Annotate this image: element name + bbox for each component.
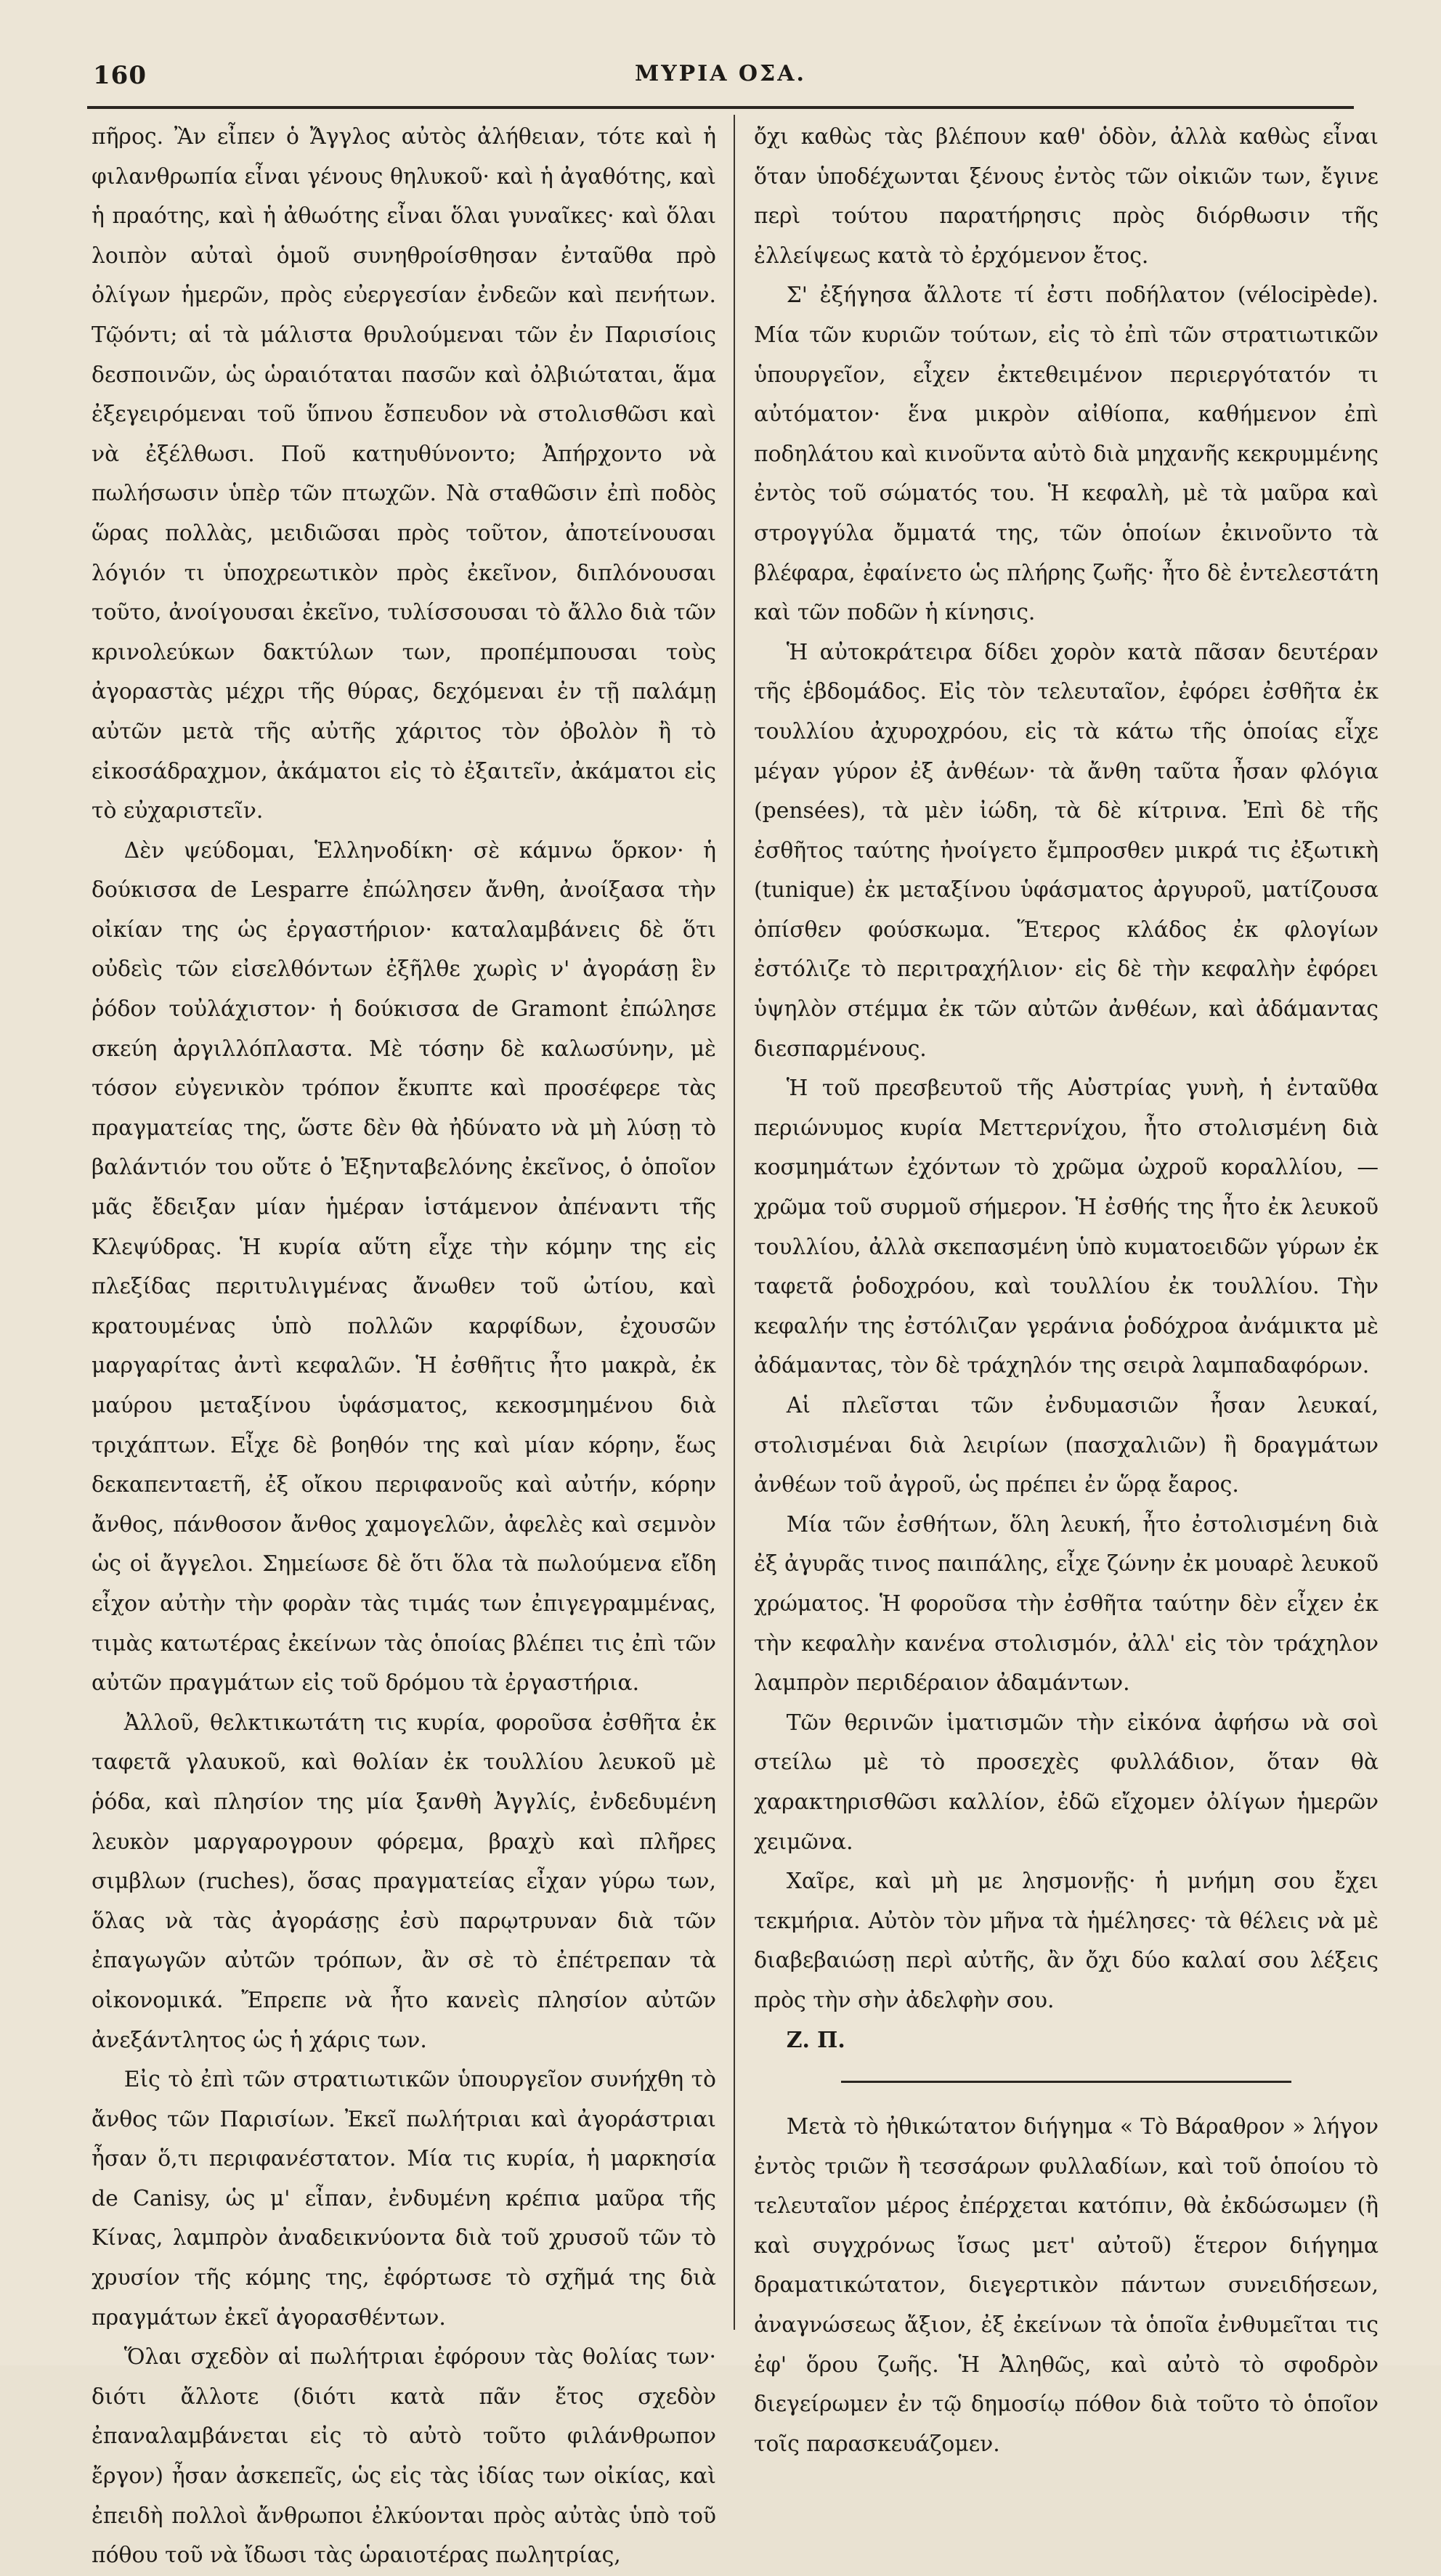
right-paragraph-6: Μία τῶν ἐσθήτων, ὅλη λευκή, ἦτο ἐστολισμένη διὰ ἐξ ἀγυρᾶς τινος παιπάλης, εἶχε ζώνην ἐκ μουαρὲ λευκοῦ χρώματος. Ἡ φοροῦσα τὴν ἐσθῆτα ταύτην δὲν εἶχεν ἐκ τὴν κεφαλὴν κανένα στολισμόν, ἀλλ' εἰς τὸν τράχηλον λαμπρὸν περιδέραιον ἀδαμάντων. [754, 1511, 1379, 1697]
right-paragraph-5: Αἱ πλεῖσται τῶν ἐνδυμασιῶν ἦσαν λευκαί, στολισμέναι διὰ λειρίων (πασχαλιῶν) ἢ δραγμάτων ἀνθέων τοῦ ἀγροῦ, ὡς πρέπει ἐν ὥρᾳ ἔαρος. [754, 1393, 1379, 1498]
column-divider [734, 115, 735, 2330]
right-paragraph-4: Ἡ τοῦ πρεσβευτοῦ τῆς Αὐστρίας γυνὴ, ἡ ἐνταῦθα περιώνυμος κυρία Μεττερνίχου, ἦτο στολισμένη διὰ κοσμημάτων ἐχόντων τὸ χρῶμα ὠχροῦ κοραλλίου, — χρῶμα τοῦ συρμοῦ σήμερον. Ἡ ἐσθής της ἦτο ἐκ λευκοῦ τουλλίου, ἀλλὰ σκεπασμένη ὑπὸ κυματοειδῶν γύρων ἐκ ταφετᾶ ῥοδοχρόου, καὶ τουλλίου ἐκ τουλλίου. Τὴν κεφαλήν της ἐστόλιζαν γεράνια ῥοδόχροα ἀνάμικτα μὲ ἀδάμαντας, τὸν δὲ τράχηλόν της σειρὰ λαμπαδαφόρων. [754, 1076, 1379, 1379]
signature: Ζ. Π. [786, 2027, 845, 2053]
right-column [754, 118, 1379, 2457]
running-title: ΜΥΡΙΑ ΟΣΑ. [634, 61, 806, 86]
right-paragraph-2: Σ' ἐξήγησα ἄλλοτε τί ἐστι ποδήλατον (vélocipède). Μία τῶν κυριῶν τούτων, εἰς τὸ ἐπὶ τῶν στρατιωτικῶν ὑπουργεῖον, εἶχεν ἐκτεθειμένον περιεργότατόν τι αὐτόματον· ἕνα μικρὸν αἰθίοπα, καθήμενον ἐπὶ ποδηλάτου καὶ κινοῦντα αὐτὸ διὰ μηχανῆς κεκρυμμένης ἐντὸς τοῦ σώματός του. Ἡ κεφαλὴ, μὲ τὰ μαῦρα καὶ στρογγύλα ὄμματά της, τῶν ὁποίων ἐκινοῦντο τὰ βλέφαρα, ἐφαίνετο ὡς πλήρης ζωῆς· ἦτο δὲ ἐντελεστάτη καὶ τῶν ποδῶν ἡ κίνησις. [754, 283, 1379, 626]
right-paragraph-7: Τῶν θερινῶν ἱματισμῶν τὴν εἰκόνα ἀφήσω νὰ σοὶ στείλω μὲ τὸ προσεχὲς φυλλάδιον, ὅταν θὰ χαρακτηρισθῶσι καλλίον, ἐδῶ εἴχομεν ὀλίγων ἡμερῶν χειμῶνα. [754, 1710, 1379, 1855]
left-column [92, 118, 716, 2569]
page-number: 160 [93, 61, 147, 90]
left-paragraph-1: πῆρος. Ἂν εἶπεν ὁ Ἄγγλος αὐτὸς ἀλήθειαν, τότε καὶ ἡ φιλανθρωπία εἶναι γένους θηλυκοῦ· καὶ ἡ ἀγαθότης, καὶ ἡ πραότης, καὶ ἡ ἀθωότης εἶναι ὅλαι γυναῖκες· καὶ ὅλαι λοιπὸν αὐταὶ ὁμοῦ συνηθροίσθησαν ἐνταῦθα πρὸ ὀλίγων ἡμερῶν, πρὸς εὐεργεσίαν ἐνδεῶν καὶ πενήτων. Τῷόντι; αἱ τὰ μάλιστα θρυλούμεναι τῶν ἐν Παρισίοις δεσποινῶν, ὡς ὡραιόταται πασῶν καὶ ὀλβιώταται, ἅμα ἐξεγειρόμεναι τοῦ ὕπνου ἔσπευδον νὰ στολισθῶσι καὶ νὰ ἐξέλθωσι. Ποῦ κατηυθύνοντο; Ἀπήρχοντο νὰ πωλήσωσιν ὑπὲρ τῶν πτωχῶν. Νὰ σταθῶσιν ἐπὶ ποδὸς ὥρας πολλὰς, μειδιῶσαι πρὸς τοῦτον, ἀποτείνουσαι λόγιόν τι ὑποχρεωτικὸν πρὸς ἐκεῖνον, διπλόνουσαι τοῦτο, ἀνοίγουσαι ἐκεῖνο, τυλίσσουσαι τὸ ἄλλο διὰ τῶν κρινολεύκων δακτύλων των, προπέμπουσαι τοὺς ἀγοραστὰς μέχρι τῆς θύρας, δεχόμεναι ἐν τῇ παλάμῃ αὐτῶν μετὰ τῆς αὐτῆς χάριτος τὸν ὀβολὸν ἢ τὸ εἰκοσάδραχμον, ἀκάματοι εἰς τὸ ἐξαιτεῖν, ἀκάματοι εἰς τὸ εὐχαριστεῖν. [92, 124, 716, 824]
right-paragraph-3: Ἡ αὐτοκράτειρα δίδει χορὸν κατὰ πᾶσαν δευτέραν τῆς ἑβδομάδος. Εἰς τὸν τελευταῖον, ἐφόρει ἐσθῆτα ἐκ τουλλίου ἀχυροχρόου, εἰς τὰ κάτω τῆς ὁποίας εἶχε μέγαν γύρον ἐξ ἀνθέων· τὰ ἄνθη ταῦτα ἦσαν φλόγια (pensées), τὰ μὲν ἰώδη, τὰ δὲ κίτρινα. Ἐπὶ δὲ τῆς ἐσθῆτος ταύτης ἠνοίγετο ἔμπροσθεν μικρά τις ἐξωτικὴ (tunique) ἐκ μεταξίνου ὑφάσματος ἀργυροῦ, ματίζουσα ὀπίσθεν φούσκωμα. Ἕτερος κλάδος ἐκ φλογίων ἐστόλιζε τὸ περιτραχήλιον· εἰς δὲ τὴν κεφαλὴν ἐφόρει ὑψηλὸν στέμμα ἐκ τῶν αὐτῶν ἀνθέων, καὶ ἀδάμαντας διεσπαρμένους. [754, 639, 1379, 1062]
left-paragraph-5: Ὅλαι σχεδὸν αἱ πωλήτριαι ἐφόρουν τὰς θολίας των· διότι ἄλλοτε (διότι κατὰ πᾶν ἔτος σχεδὸν ἐπαναλαμβάνεται εἰς τὸ αὐτὸ τοῦτο φιλάνθρωπον ἔργον) ἦσαν ἀσκεπεῖς, ὡς εἰς τὰς ἰδίας των οἰκίας, καὶ ἐπειδὴ πολλοὶ ἄνθρωποι ἐλκύονται πρὸς αὐτὰς ὑπὸ τοῦ πόθου τοῦ νὰ ἴδωσι τὰς ὡραιοτέρας πωλητρίας, [92, 2344, 716, 2569]
right-paragraph-1: ὄχι καθὼς τὰς βλέπουν καθ' ὁδὸν, ἀλλὰ καθὼς εἶναι ὅταν ὑποδέχωνται ξένους ἐντὸς τῶν οἰκιῶν των, ἔγινε περὶ τούτου παρατήρησις πρὸς διόρθωσιν τῆς ἐλλείψεως κατὰ τὸ ἐρχόμενον ἔτος. [754, 124, 1379, 269]
afterword [754, 2108, 1379, 2464]
left-paragraph-2: Δὲν ψεύδομαι, Ἑλληνοδίκη· σὲ κάμνω ὅρκον· ἡ δούκισσα de Lesparre ἐπώλησεν ἄνθη, ἀνοίξασα τὴν οἰκίαν της ὡς ἐργαστήριον· καταλαμβάνεις δὲ ὅτι οὐδεὶς τῶν εἰσελθόντων ἐξῆλθε χωρὶς ν' ἀγοράσῃ ἓν ῥόδον τοὐλάχιστον· ἡ δούκισσα de Gramont ἐπώλησε σκεύη ἀργιλλόπλαστα. Μὲ τόσην δὲ καλωσύνην, μὲ τόσον εὐγενικὸν τρόπον ἔκυπτε καὶ προσέφερε τὰς πραγματείας της, ὥστε δὲν θὰ ἠδύνατο νὰ μὴ λύσῃ τὸ βαλάντιόν του οὔτε ὁ Ἐξηνταβελόνης ἐκεῖνος, ὁ ὁποῖον μᾶς ἔδειξαν μίαν ἡμέραν ἱστάμενον ἀπέναντι τῆς Κλεψύδρας. Ἡ κυρία αὕτη εἶχε τὴν κόμην της εἰς πλεξίδας περιτυλιγμένας ἄνωθεν τοῦ ὠτίου, καὶ κρατουμένας ὑπὸ πολλῶν καρφίδων, ἐχουσῶν μαργαρίτας ἀντὶ κεφαλῶν. Ἡ ἐσθῆτις ἦτο μακρὰ, ἐκ μαύρου μεταξίνου ὑφάσματος, κεκοσμημένου διὰ τριχάπτων. Εἶχε δὲ βοηθόν της καὶ μίαν κόρην, ἕως δεκαπενταετῆ, ἐξ οἴκου περιφανοῦς καὶ αὐτήν, κόρην ἄνθος, πάνθοσον ἄνθος χαμογελῶν, ἀφελὲς καὶ σεμνὸν ὡς οἱ ἄγγελοι. Σημείωσε δὲ ὅτι ὅλα τὰ πωλούμενα εἴδη εἶχον αὐτὴν τὴν φορὰν τὰς τιμάς των ἐπιγεγραμμένας, τιμὰς κατωτέρας ἐκείνων τὰς ὁποίας βλέπει τις ἐπὶ τῶν αὐτῶν πραγμάτων εἰς τοῦ δρόμου τὰ ἐργαστήρια. [92, 837, 716, 1697]
header-rule [87, 106, 1354, 109]
section-separator [841, 2081, 1291, 2083]
left-paragraph-3: Ἀλλοῦ, θελκτικωτάτη τις κυρία, φοροῦσα ἐσθῆτα ἐκ ταφετᾶ γλαυκοῦ, καὶ θολίαν ἐκ τουλλίου λευκοῦ μὲ ῥόδα, καὶ πλησίον της μία ξανθὴ Ἀγγλίς, ἐνδεδυμένη λευκὸν μαργαρογρουν φόρεμα, βραχὺ καὶ πλῆρες σιμβλων (ruches), ὅσας πραγματείας εἶχαν γύρω των, ὅλας νὰ τὰς ἀγοράσῃς ἐσὺ παρῳτρυναν διὰ τῶν ἐπαγωγῶν αὐτῶν τρόπων, ἂν σὲ τὸ ἐπέτρεπαν τὰ οἰκονομικά. Ἔπρεπε νὰ ἦτο κανεὶς πλησίον αὐτῶν ἀνεξάντλητος ὡς ἡ χάρις των. [92, 1710, 716, 2053]
afterword-paragraph: Μετὰ τὸ ἠθικώτατον διήγημα « Τὸ Βάραθρον » λήγον ἐντὸς τριῶν ἢ τεσσάρων φυλλαδίων, καὶ τοῦ ὁποίου τὸ τελευταῖον μέρος ἐπέρχεται κατόπιν, θὰ ἐκδώσωμεν (ἢ καὶ συγχρόνως ἴσως μετ' αὐτοῦ) ἕτερον διήγημα δραματικώτατον, διεγερτικὸν πάντων συνειδήσεων, ἀναγνώσεως ἄξιον, ἐξ ἐκείνων τὰ ὁποῖα ἐνθυμεῖται τις ἐφ' ὅρου ζωῆς. Ἡ Ἀληθῶς, καὶ αὐτὸ τὸ σφοδρὸν διεγείρωμεν ἐν τῷ δημοσίῳ πόθον διὰ τοῦτο τὸ ὁποῖον τοῖς παρασκευάζομεν. [754, 2114, 1379, 2457]
left-paragraph-4: Εἰς τὸ ἐπὶ τῶν στρατιωτικῶν ὑπουργεῖον συνήχθη τὸ ἄνθος τῶν Παρισίων. Ἐκεῖ πωλήτριαι καὶ ἀγοράστριαι ἦσαν ὅ,τι περιφανέστατον. Μία τις κυρία, ἡ μαρκησία de Canisy, ὡς μ' εἶπαν, ἐνδυμένη κρέπια μαῦρα τῆς Κίνας, λαμπρὸν ἀναδεικνύοντα διὰ τοῦ χρυσοῦ τῶν τὸ χρυσίον τῆς κόμης της, ἐφόρτωσε τὸ σχῆμά της διὰ πραγμάτων ἐκεῖ ἀγορασθέντων. [92, 2067, 716, 2331]
right-paragraph-8: Χαῖρε, καὶ μὴ με λησμονῇς· ἡ μνήμη σου ἔχει τεκμήρια. Αὐτὸν τὸν μῆνα τὰ ἡμέλησες· τὰ θέλεις νὰ μὲ διαβεβαιώσῃ περὶ αὐτῆς, ἂν ὄχι δύο καλαί σου λέξεις πρὸς τὴν σὴν ἀδελφὴν σου. [754, 1869, 1379, 2013]
